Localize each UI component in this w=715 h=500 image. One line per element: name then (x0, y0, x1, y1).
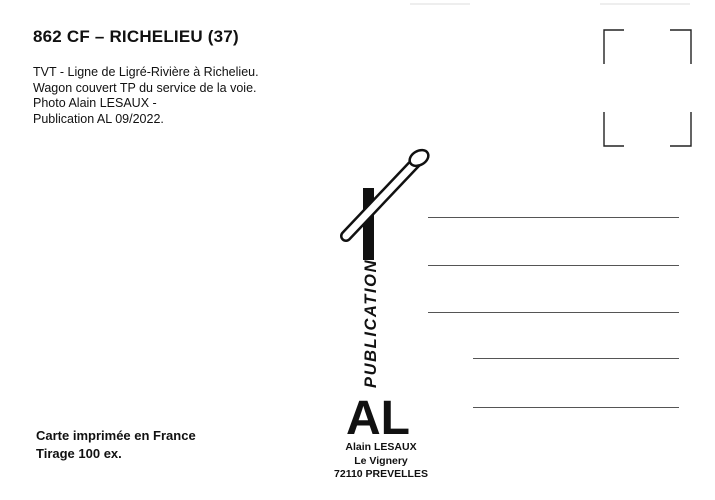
printed-in-label: Carte imprimée en France (36, 428, 196, 443)
scan-artifact (600, 3, 690, 5)
publication-al-logo (330, 140, 440, 440)
logo-publication-text: PUBLICATION (362, 258, 380, 388)
logo-pin-icon (346, 147, 431, 236)
card-description (33, 65, 259, 127)
address-line (428, 312, 679, 313)
description-line: TVT - Ligne de Ligré-Rivière à Richelieu. (33, 65, 259, 79)
logo-initials: AL (346, 392, 410, 440)
card-title: 862 CF – RICHELIEU (37) (33, 27, 239, 46)
print-run-label: Tirage 100 ex. (36, 446, 122, 461)
address-line (473, 407, 679, 408)
address-line (428, 265, 679, 266)
publisher-name: Alain LESAUX (345, 441, 417, 453)
description-line: Photo Alain LESAUX - (33, 96, 157, 110)
description-line: Wagon couvert TP du service de la voie. (33, 80, 257, 95)
publisher-address (318, 441, 444, 482)
description-line: Publication AL 09/2022. (33, 111, 164, 126)
address-line (428, 217, 679, 218)
print-info (36, 427, 196, 463)
address-line (473, 358, 679, 359)
scan-artifact (410, 3, 470, 5)
publisher-place: Le Vignery (354, 454, 408, 467)
publisher-postcode-city: 72110 PREVELLES (334, 468, 428, 480)
stamp-placeholder (600, 26, 695, 150)
